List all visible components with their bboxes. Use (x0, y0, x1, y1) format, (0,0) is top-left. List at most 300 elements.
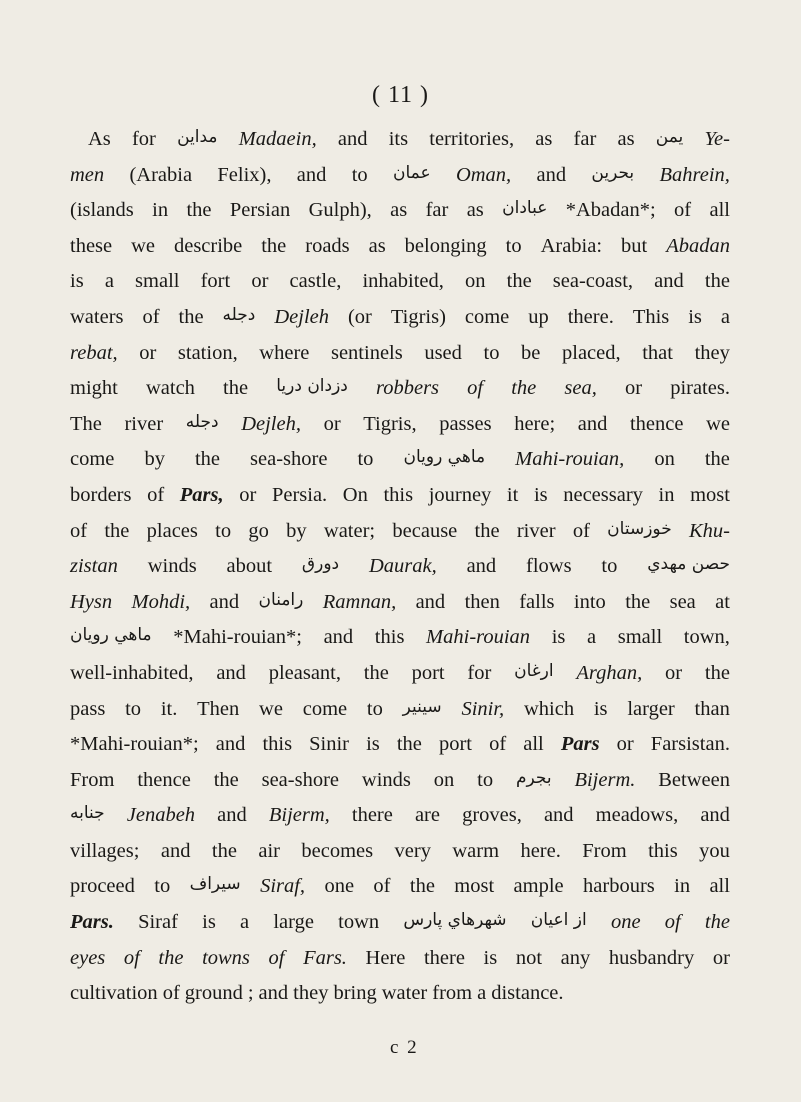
arabic-word: بحرين (591, 162, 635, 183)
word: in (674, 875, 691, 898)
word: a (104, 270, 114, 293)
word: Arabia: (540, 234, 603, 257)
word: water; (323, 519, 376, 542)
word: all (523, 733, 544, 756)
word: you (699, 839, 730, 862)
text-line (70, 264, 730, 300)
word: places (146, 519, 198, 542)
word: the (211, 839, 237, 862)
word: is (551, 626, 566, 649)
arabic-word: ماهي رويان (403, 447, 486, 468)
word: to (483, 341, 500, 364)
word: large (273, 911, 314, 934)
italic-word: Arghan, (576, 661, 643, 684)
word: air (258, 839, 280, 862)
word: the (186, 199, 212, 222)
italic-word: Fars. (303, 946, 347, 969)
word: and (217, 804, 247, 827)
word: of (489, 733, 507, 756)
word: very (394, 839, 431, 862)
word: the (213, 768, 239, 791)
word: is (483, 946, 498, 969)
italic-word: Hysn (70, 590, 113, 613)
word: and (209, 590, 240, 613)
word: not (515, 946, 543, 969)
word: or (712, 946, 730, 969)
word: river (516, 519, 556, 542)
text-line (70, 514, 730, 550)
word: The (70, 412, 102, 435)
arabic-word: سينير (402, 696, 442, 717)
word: and (654, 270, 684, 293)
word: Tigris, (363, 412, 417, 435)
word: this (648, 839, 678, 862)
word: where (259, 341, 310, 364)
italic-word: Khu- (688, 519, 730, 542)
word: Persian (229, 199, 291, 222)
word: and (415, 590, 446, 613)
word: and (577, 412, 608, 435)
word: warm (452, 839, 500, 862)
word: and (216, 661, 246, 684)
word: at (715, 590, 730, 613)
italic-word: Ye- (704, 128, 730, 150)
word: or (239, 483, 257, 506)
arabic-word: ارغان (514, 660, 554, 681)
emphasis-word: Pars. (70, 911, 114, 934)
text-line (70, 727, 730, 763)
word: proceed (70, 875, 135, 898)
word: of (142, 305, 160, 328)
text-line (70, 371, 730, 407)
word: and (258, 982, 289, 1005)
word: this (383, 483, 414, 506)
word: the (625, 590, 651, 613)
text-line (70, 869, 730, 905)
word: falls (519, 590, 555, 613)
word: the (223, 377, 249, 400)
italic-word: Mahi-rouian (426, 626, 531, 649)
word: on (654, 448, 675, 471)
word: or (624, 377, 643, 400)
word: or (251, 270, 269, 293)
word: all (709, 875, 730, 898)
word: husbandry (608, 946, 695, 969)
word: small (617, 626, 663, 649)
word: river (124, 412, 164, 435)
word: to (125, 697, 142, 720)
word: pirates. (670, 377, 730, 400)
word: the (178, 305, 204, 328)
italic-word: one (610, 911, 641, 934)
word: come (70, 448, 115, 471)
word: all (709, 199, 730, 222)
word: but (621, 234, 648, 257)
italic-word: men (70, 163, 105, 186)
word: the (261, 234, 287, 257)
word: and (700, 804, 730, 827)
word: a (240, 911, 250, 934)
word: as (466, 199, 484, 222)
word: or (616, 733, 634, 756)
word: sea-coast, (552, 270, 634, 293)
word: up (528, 305, 549, 328)
text-line (70, 763, 730, 799)
word: is (533, 483, 548, 506)
word: one (324, 875, 355, 898)
word: there. (567, 305, 614, 328)
word: Persia. (271, 483, 328, 506)
body-text (70, 122, 730, 1012)
word: winds (147, 555, 197, 578)
emphasis-word: Pars, (179, 483, 224, 506)
text-line (70, 692, 730, 728)
word: distance. (491, 982, 564, 1005)
word: is (70, 270, 84, 293)
word: Tigris) (390, 305, 446, 328)
arabic-word: مداين (177, 127, 218, 147)
word: of (147, 483, 165, 506)
text-line (70, 976, 730, 1012)
italic-word: rebat, (70, 341, 118, 364)
word: and (543, 804, 574, 827)
word: they (694, 341, 730, 364)
word: might (70, 377, 118, 400)
word: is (202, 911, 216, 934)
word: or (323, 412, 341, 435)
word: (Arabia (129, 163, 193, 186)
word: its (388, 128, 409, 150)
word: Farsistan. (650, 733, 730, 756)
word: that (642, 341, 673, 364)
word: thence (137, 768, 191, 791)
word: any (560, 946, 591, 969)
word: or (665, 661, 683, 684)
word: and (466, 555, 497, 578)
word: the (704, 448, 730, 471)
word: thence (629, 412, 684, 435)
word: (islands (70, 199, 134, 222)
word: a (720, 305, 730, 328)
word: On (342, 483, 368, 506)
word: here. (520, 839, 561, 862)
word: sea-shore (250, 448, 328, 471)
word: ample (513, 875, 564, 898)
word: port (438, 733, 473, 756)
word: roads (305, 234, 350, 257)
word: This (632, 305, 670, 328)
emphasis-word: Pars (560, 733, 600, 756)
word: these (70, 234, 113, 257)
arabic-word: سيراف (189, 874, 241, 895)
word: used (424, 341, 462, 364)
word: meadows, (595, 804, 679, 827)
italic-word: the (511, 377, 537, 400)
page-number: ( 11 ) (371, 82, 430, 108)
word: Then (197, 697, 240, 720)
arabic-word: دجله (222, 304, 256, 325)
word: town, (683, 626, 730, 649)
word: necessary (563, 483, 643, 506)
word: most (454, 875, 495, 898)
word: and (337, 128, 368, 150)
word: sea-shore (261, 768, 340, 791)
word: ground (184, 982, 243, 1005)
word: ; (247, 982, 254, 1005)
word: the (104, 519, 130, 542)
word: about (226, 555, 273, 578)
word: to (154, 875, 171, 898)
word: the (409, 875, 435, 898)
word: and (160, 839, 191, 862)
word: they (293, 982, 329, 1005)
text-line (70, 193, 730, 229)
word: this (262, 733, 293, 756)
word: describe (173, 234, 243, 257)
word: from (432, 982, 473, 1005)
arabic-word: رامنان (258, 589, 304, 610)
word: or (139, 341, 157, 364)
italic-word: zistan (70, 555, 118, 578)
arabic-word: شهرهاي پارس (403, 910, 507, 931)
italic-word: Mohdi, (131, 590, 191, 613)
word: sea (669, 590, 696, 613)
text-line (70, 585, 730, 621)
word: on (433, 768, 455, 791)
arabic-word: عمان (392, 162, 431, 183)
word: is (366, 733, 380, 756)
word: be (521, 341, 541, 364)
word: to (505, 234, 522, 257)
arabic-word: ماهي رويان (70, 625, 152, 646)
word: in (152, 199, 169, 222)
word: water (381, 982, 428, 1005)
italic-word: the (158, 946, 184, 969)
text-line (70, 478, 730, 514)
word: groves, (462, 804, 522, 827)
text-line (70, 620, 730, 656)
text-line (70, 407, 730, 443)
word: From (582, 839, 627, 862)
word: of (674, 199, 692, 222)
italic-word: Bijerm, (268, 804, 330, 827)
word: Between (658, 768, 730, 791)
word: (or (347, 305, 372, 328)
word: larger (627, 697, 675, 720)
word: well-inhabited, (70, 661, 194, 684)
italic-word: Dejleh, (241, 412, 301, 435)
italic-word: the (704, 911, 730, 934)
word: the (363, 661, 389, 684)
word: is (593, 697, 608, 720)
word: and (296, 163, 327, 186)
word: the (704, 270, 730, 293)
italic-word: eyes (70, 946, 106, 969)
word: then (464, 590, 500, 613)
word: passes (439, 412, 492, 435)
word: port (411, 661, 445, 684)
word: a (587, 626, 597, 649)
word: go (248, 519, 269, 542)
word: there (423, 946, 465, 969)
word: belonging (404, 234, 487, 257)
text-line (70, 905, 730, 941)
word: inhabited, (362, 270, 444, 293)
word: *Abadan*; (565, 199, 656, 222)
word: by (144, 448, 165, 471)
signature-mark: c 2 (390, 1037, 419, 1058)
word: *Mahi-rouian*; (70, 733, 199, 756)
word: Sinir (309, 733, 350, 756)
word: we (131, 234, 155, 257)
word: for (131, 128, 156, 150)
word: far (573, 128, 597, 150)
italic-word: Dejleh (274, 305, 329, 328)
word: *Mahi-rouian*; (173, 626, 302, 649)
arabic-word: عبادان (502, 198, 548, 219)
text-line (70, 549, 730, 585)
text-line (70, 229, 730, 265)
word: fort (200, 270, 231, 293)
italic-word: of (123, 946, 140, 969)
word: in (658, 483, 675, 506)
italic-word: Sinir, (461, 697, 505, 720)
arabic-word: حصن مهدي (647, 554, 730, 575)
arabic-word: از اعيان (530, 910, 587, 931)
word: town (338, 911, 380, 934)
italic-word: Mahi-rouian, (515, 448, 625, 471)
word: there (351, 804, 393, 827)
word: of (373, 875, 391, 898)
italic-word: Madaein, (238, 128, 317, 150)
word: which (523, 697, 575, 720)
text-line (70, 798, 730, 834)
word: to (366, 697, 383, 720)
word: Gulph), (308, 199, 372, 222)
word: watch (145, 377, 195, 400)
text-line (70, 300, 730, 336)
word: the (396, 733, 422, 756)
word: flows (526, 555, 572, 578)
word: harbours (583, 875, 655, 898)
italic-word: Bahrein, (659, 163, 730, 186)
word: cultivation (70, 982, 158, 1005)
word: are (414, 804, 440, 827)
italic-word: Siraf, (260, 875, 306, 898)
word: than (694, 697, 730, 720)
word: pleasant, (268, 661, 341, 684)
word: placed, (562, 341, 621, 364)
word: as (617, 128, 635, 150)
word: come (464, 305, 510, 328)
word: winds (361, 768, 411, 791)
word: it (506, 483, 519, 506)
word: bring (333, 982, 377, 1005)
text-line (70, 656, 730, 692)
word: to (357, 448, 374, 471)
word: as (368, 234, 386, 257)
italic-word: of (664, 911, 681, 934)
word: castle, (289, 270, 342, 293)
word: to (477, 768, 494, 791)
word: Here (365, 946, 406, 969)
word: far (425, 199, 449, 222)
word: for (467, 661, 492, 684)
arabic-word: يمن (655, 127, 684, 147)
text-line (70, 122, 730, 158)
text-line (70, 442, 730, 478)
italic-word: Daurak, (368, 555, 437, 578)
word: because (392, 519, 458, 542)
word: waters (70, 305, 124, 328)
text-line (70, 941, 730, 977)
word: the (506, 270, 532, 293)
word: of (162, 982, 180, 1005)
arabic-word: دورق (301, 554, 340, 575)
italic-word: robbers (376, 377, 440, 400)
word: here; (514, 412, 556, 435)
italic-word: of (268, 946, 285, 969)
word: most (690, 483, 730, 506)
word: the (704, 661, 730, 684)
word: it. (160, 697, 178, 720)
italic-word: towns (202, 946, 250, 969)
italic-word: Oman, (455, 163, 512, 186)
word: sentinels (330, 341, 403, 364)
word: of (572, 519, 590, 542)
word: From (70, 768, 115, 791)
arabic-word: دزدان دريا (276, 376, 348, 397)
word: borders (70, 483, 132, 506)
word: we (706, 412, 730, 435)
italic-word: Ramnan, (322, 590, 397, 613)
word: by (286, 519, 307, 542)
word: As (88, 128, 111, 150)
text-line (70, 834, 730, 870)
word: Siraf (138, 911, 178, 934)
word: villages; (70, 839, 140, 862)
italic-word: Abadan (666, 234, 730, 257)
word: to (215, 519, 232, 542)
word: on (465, 270, 486, 293)
word: pass (70, 697, 106, 720)
word: this (374, 626, 405, 649)
word: of (70, 519, 88, 542)
word: and (536, 163, 567, 186)
word: the (194, 448, 221, 471)
italic-word: Bijerm. (574, 768, 636, 791)
arabic-word: جنابه (70, 803, 105, 824)
italic-word: Jenabeh (126, 804, 196, 827)
arabic-word: خوزستان (607, 518, 672, 539)
text-line (70, 158, 730, 194)
word: to (351, 163, 368, 186)
italic-word: of (467, 377, 484, 400)
word: as (535, 128, 553, 150)
word: as (390, 199, 408, 222)
word: and (323, 626, 354, 649)
word: into (573, 590, 606, 613)
arabic-word: بجرم (515, 767, 552, 788)
italic-word: sea, (564, 377, 597, 400)
word: we (259, 697, 283, 720)
word: Felix), (217, 163, 272, 186)
word: to (601, 555, 618, 578)
word: is (688, 305, 702, 328)
word: and (215, 733, 246, 756)
word: small (135, 270, 180, 293)
word: a (477, 982, 487, 1005)
